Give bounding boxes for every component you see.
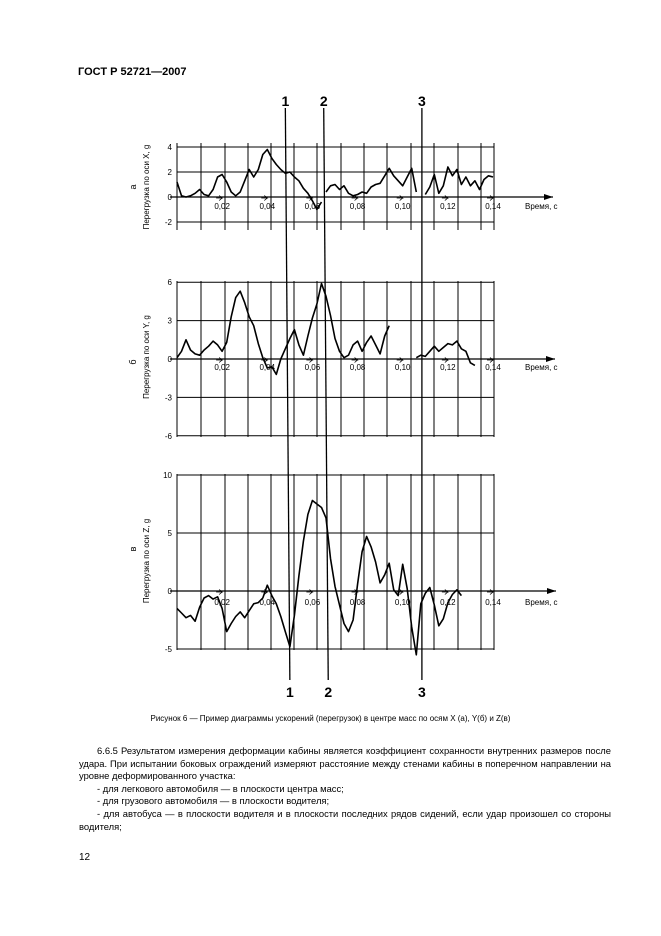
x-tick-label: 0,14 [485, 598, 501, 607]
x-tick-mark [352, 358, 358, 363]
x-tick-mark [397, 196, 403, 201]
x-tick-label: 0,14 [485, 202, 501, 211]
x-tick-label: 0,04 [259, 202, 276, 211]
x-tick-mark [442, 590, 448, 595]
x-axis-arrow [546, 356, 555, 362]
x-tick-label: 0,04 [259, 363, 276, 372]
x-tick-label: 0,08 [349, 363, 366, 372]
y-tick-label: 4 [167, 143, 172, 152]
list-item-bus: - для автобуса — в плоскости водителя и в плоскости последних рядов сидений, если удар произошел со стороны водителя; [79, 807, 611, 832]
x-tick-mark [216, 358, 222, 363]
x-tick-label: 0,12 [440, 363, 456, 372]
panel-label: б [128, 359, 138, 365]
x-axis-label: Время, с [525, 202, 558, 211]
x-tick-label: 0,08 [349, 598, 366, 607]
marker-label-bottom: 3 [418, 684, 426, 700]
marker-label-bottom: 2 [324, 684, 333, 700]
marker-label-top: 2 [319, 93, 328, 109]
y-tick-label: 0 [167, 587, 172, 596]
x-axis-label: Время, с [525, 598, 558, 607]
x-tick-label: 0,06 [304, 202, 321, 211]
panel-label: а [128, 184, 138, 190]
panel-label: в [128, 546, 138, 552]
x-tick-mark [306, 590, 312, 595]
figure-caption: Рисунок 6 — Пример диаграммы ускорений (перегрузок) в центре масс по осям X (а), Y(б) и Z(в) [150, 714, 511, 723]
x-tick-mark [397, 358, 403, 363]
y-axis-label: Перегрузка по оси Y, g [142, 315, 151, 399]
x-tick-label: 0,10 [394, 363, 411, 372]
marker-line [285, 108, 290, 680]
y-tick-label: 5 [167, 529, 172, 538]
x-tick-mark [216, 590, 222, 595]
x-tick-label: 0,06 [304, 363, 321, 372]
x-tick-label: 0,02 [214, 202, 230, 211]
y-tick-label: 10 [163, 471, 172, 480]
x-tick-label: 0,12 [440, 598, 456, 607]
x-tick-mark [487, 358, 493, 363]
data-trace [177, 150, 322, 210]
x-tick-mark [487, 196, 493, 201]
marker-label-bottom: 1 [285, 684, 294, 700]
y-axis-label: Перегрузка по оси X, g [142, 144, 151, 230]
page-number: 12 [79, 852, 91, 863]
y-tick-label: 6 [167, 278, 172, 288]
x-tick-mark [487, 590, 493, 595]
y-tick-label: -3 [164, 393, 172, 403]
x-tick-label: 0,12 [440, 202, 456, 211]
list-item-car: - для легкового автомобиля — в плоскости центра масс; [97, 782, 344, 794]
y-tick-label: -2 [164, 218, 172, 227]
x-tick-label: 0,02 [214, 363, 230, 372]
x-tick-mark [442, 358, 448, 363]
x-tick-label: 0,04 [259, 598, 276, 607]
marker-label-top: 1 [281, 93, 290, 109]
x-tick-label: 0,06 [304, 598, 321, 607]
x-axis-arrow [547, 588, 556, 594]
document-header: ГОСТ Р 52721—2007 [78, 66, 187, 78]
x-tick-label: 0,14 [485, 363, 501, 372]
y-tick-label: 0 [167, 355, 172, 364]
marker-line [324, 108, 329, 680]
x-tick-label: 0,10 [394, 202, 411, 211]
y-axis-label: Перегрузка по оси Z, g [142, 518, 151, 604]
x-tick-mark [216, 196, 222, 201]
y-tick-label: 2 [167, 168, 172, 177]
data-trace [177, 284, 389, 375]
data-trace [425, 167, 493, 195]
x-tick-mark [442, 196, 448, 201]
list-item-truck: - для грузового автомобиля — в плоскости водителя; [97, 795, 330, 807]
y-tick-label: -5 [164, 645, 172, 654]
x-tick-label: 0,02 [214, 598, 230, 607]
data-trace [177, 501, 461, 655]
y-tick-label: 3 [167, 316, 172, 326]
x-axis-arrow [544, 194, 553, 200]
x-tick-mark [261, 196, 267, 201]
body-text [79, 745, 611, 833]
y-tick-label: 0 [167, 193, 172, 202]
x-tick-mark [306, 358, 312, 363]
y-tick-label: -6 [164, 431, 172, 441]
x-tick-label: 0,08 [349, 202, 366, 211]
x-axis-label: Время, с [525, 363, 558, 372]
paragraph-6-6-5: 6.6.5 Результатом измерения деформации кабины является коэффициент сохранности внутренних размеров после удара. При испытании боковых ограждений измеряют расстояние между стенами кабины в поперечном направлении на уровне деформированного участка: [79, 745, 611, 782]
marker-label-top: 3 [418, 93, 426, 109]
x-tick-label: 0,10 [394, 598, 411, 607]
